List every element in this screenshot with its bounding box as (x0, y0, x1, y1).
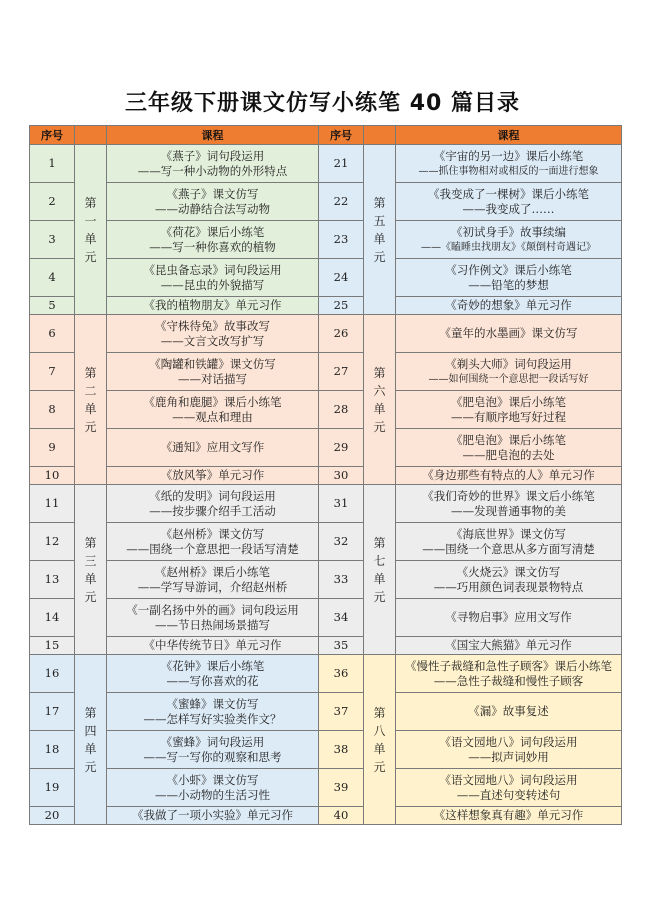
unit-label-left (75, 145, 107, 315)
unit-char: 元 (84, 589, 97, 604)
table-row (30, 391, 622, 429)
row-number-right: 34 (319, 599, 364, 637)
unit-char: 第 (373, 365, 386, 380)
lesson-title: 《通知》应用文写作 (160, 440, 265, 454)
lesson-cell-left (107, 655, 319, 693)
lesson-cell-right (396, 467, 622, 485)
row-number-left: 16 (30, 655, 75, 693)
unit-label-left (75, 485, 107, 655)
table-row (30, 297, 622, 315)
table-row (30, 655, 622, 693)
lesson-cell-right (396, 731, 622, 769)
row-number-left: 13 (30, 561, 75, 599)
lesson-cell-left (107, 297, 319, 315)
lesson-cell-left (107, 429, 319, 467)
unit-char: 三 (84, 553, 97, 568)
lesson-cell-right (396, 315, 622, 353)
unit-char: 第 (84, 705, 97, 720)
lesson-subtitle: ——写你喜欢的花 (166, 673, 259, 688)
row-number-right: 39 (319, 769, 364, 807)
lesson-cell-left (107, 467, 319, 485)
unit-char: 元 (373, 759, 386, 774)
unit-char: 单 (84, 571, 97, 586)
lesson-title: 《习作例文》课后小练笔 (445, 262, 572, 277)
row-number-left: 6 (30, 315, 75, 353)
table-row (30, 769, 622, 807)
unit-label-right (364, 485, 396, 655)
lesson-subtitle: ——巧用颜色词表现景物特点 (433, 579, 584, 594)
lesson-cell-right (396, 807, 622, 825)
catalog-table (29, 125, 622, 825)
lesson-title: 《燕子》词句段运用 (160, 148, 265, 163)
lesson-cell-right (396, 391, 622, 429)
row-number-left: 15 (30, 637, 75, 655)
unit-char: 第 (84, 195, 97, 210)
unit-char: 第 (84, 535, 97, 550)
lesson-subtitle: ——铅笔的梦想 (468, 277, 549, 292)
lesson-title: 《一副名扬中外的画》词句段运用 (126, 602, 299, 617)
lesson-subtitle: ——观点和理由 (172, 409, 253, 424)
table-body (30, 145, 622, 825)
row-number-right: 24 (319, 259, 364, 297)
header-row (30, 126, 622, 145)
lesson-subtitle: ——学写导游词，介绍赵州桥 (137, 579, 288, 594)
lesson-cell-left (107, 637, 319, 655)
table-row (30, 731, 622, 769)
table-row (30, 259, 622, 297)
lesson-title: 《蜜蜂》词句段运用 (160, 734, 265, 749)
lesson-subtitle: ——如何围绕一个意思把一段话写好 (428, 373, 589, 385)
unit-char: 元 (373, 589, 386, 604)
lesson-title: 《蜜蜂》课文仿写 (166, 696, 259, 711)
lesson-title: 《我的植物朋友》单元习作 (143, 298, 282, 312)
lesson-cell-left (107, 693, 319, 731)
lesson-cell-left (107, 259, 319, 297)
row-number-right: 35 (319, 637, 364, 655)
lesson-cell-left (107, 769, 319, 807)
lesson-cell-left (107, 353, 319, 391)
row-number-right: 36 (319, 655, 364, 693)
lesson-subtitle: ——围绕一个意思从多方面写清楚 (422, 541, 595, 556)
row-number-left: 4 (30, 259, 75, 297)
unit-char: 四 (84, 723, 97, 738)
lesson-cell-right (396, 183, 622, 221)
unit-label-right (364, 315, 396, 485)
lesson-title: 《语文园地八》词句段运用 (439, 734, 578, 749)
unit-char: 一 (84, 213, 97, 228)
header-unit-right (364, 126, 396, 145)
row-number-right: 22 (319, 183, 364, 221)
lesson-cell-right (396, 429, 622, 467)
lesson-subtitle: ——急性子裁缝和慢性子顾客 (433, 673, 584, 688)
unit-char: 单 (373, 401, 386, 416)
unit-char: 元 (84, 249, 97, 264)
row-number-left: 5 (30, 297, 75, 315)
row-number-left: 19 (30, 769, 75, 807)
lesson-title: 《语文园地八》词句段运用 (439, 772, 578, 787)
row-number-right: 28 (319, 391, 364, 429)
table-row (30, 485, 622, 523)
row-number-right: 37 (319, 693, 364, 731)
lesson-title: 《赵州桥》课后小练笔 (155, 564, 270, 579)
lesson-title: 《昆虫备忘录》词句段运用 (143, 262, 282, 277)
table-row (30, 561, 622, 599)
lesson-subtitle: ——肥皂泡的去处 (462, 447, 555, 462)
lesson-cell-right (396, 485, 622, 523)
lesson-cell-right (396, 655, 622, 693)
unit-char: 元 (373, 419, 386, 434)
row-number-left: 14 (30, 599, 75, 637)
row-number-right: 26 (319, 315, 364, 353)
unit-char: 六 (373, 383, 386, 398)
row-number-left: 1 (30, 145, 75, 183)
row-number-right: 25 (319, 297, 364, 315)
unit-char: 七 (373, 553, 386, 568)
table-row (30, 145, 622, 183)
row-number-left: 2 (30, 183, 75, 221)
table-row (30, 353, 622, 391)
lesson-subtitle: ——文言文改写扩写 (160, 333, 265, 348)
row-number-left: 12 (30, 523, 75, 561)
row-number-left: 9 (30, 429, 75, 467)
lesson-subtitle: ——节日热闹场景描写 (155, 617, 270, 632)
unit-char: 第 (84, 365, 97, 380)
table-row (30, 637, 622, 655)
lesson-cell-left (107, 221, 319, 259)
lesson-title: 《童年的水墨画》课文仿写 (439, 326, 578, 340)
lesson-subtitle: ——写一种你喜欢的植物 (149, 239, 276, 254)
lesson-title: 《国宝大熊猫》单元习作 (445, 638, 572, 652)
lesson-title: 《身边那些有特点的人》单元习作 (422, 468, 595, 482)
unit-char: 第 (373, 705, 386, 720)
lesson-title: 《鹿角和鹿腿》课后小练笔 (143, 394, 282, 409)
unit-char: 五 (373, 213, 386, 228)
header-lesson-right: 课程 (396, 126, 622, 145)
lesson-subtitle: ——《瞌睡虫找朋友》《颠倒村奇遇记》 (421, 241, 596, 253)
row-number-right: 27 (319, 353, 364, 391)
lesson-cell-left (107, 145, 319, 183)
unit-char: 单 (84, 741, 97, 756)
lesson-cell-right (396, 221, 622, 259)
lesson-title: 《海底世界》课文仿写 (451, 526, 566, 541)
unit-label-left (75, 655, 107, 825)
row-number-left: 17 (30, 693, 75, 731)
lesson-subtitle: ——写一写你的观察和思考 (143, 749, 282, 764)
lesson-title: 《纸的发明》词句段运用 (149, 488, 276, 503)
lesson-subtitle: ——小动物的生活习性 (155, 787, 270, 802)
lesson-subtitle: ——拟声词妙用 (468, 749, 549, 764)
unit-label-right (364, 655, 396, 825)
lesson-cell-right (396, 637, 622, 655)
row-number-right: 38 (319, 731, 364, 769)
lesson-subtitle: ——昆虫的外貌描写 (160, 277, 265, 292)
row-number-left: 11 (30, 485, 75, 523)
lesson-cell-right (396, 693, 622, 731)
row-number-right: 29 (319, 429, 364, 467)
lesson-title: 《我做了一项小实验》单元习作 (132, 808, 293, 822)
unit-char: 八 (373, 723, 386, 738)
unit-label-left (75, 315, 107, 485)
unit-char: 单 (373, 231, 386, 246)
lesson-cell-left (107, 315, 319, 353)
lesson-cell-left (107, 599, 319, 637)
lesson-subtitle: ——写一种小动物的外形特点 (137, 163, 288, 178)
unit-char: 单 (84, 401, 97, 416)
lesson-subtitle: ——动静结合法写动物 (155, 201, 270, 216)
unit-char: 第 (373, 195, 386, 210)
lesson-title: 《我们奇妙的世界》课文后小练笔 (422, 488, 595, 503)
lesson-cell-left (107, 391, 319, 429)
table-row (30, 807, 622, 825)
lesson-title: 《剃头大师》词句段运用 (445, 356, 572, 371)
lesson-subtitle: ——对话描写 (178, 371, 247, 386)
unit-char: 单 (373, 571, 386, 586)
lesson-subtitle: ——抓住事物相对或相反的一面进行想象 (418, 165, 599, 177)
lesson-title: 《守株待兔》故事改写 (155, 318, 270, 333)
unit-char: 元 (373, 249, 386, 264)
row-number-right: 31 (319, 485, 364, 523)
unit-char: 第 (373, 535, 386, 550)
row-number-right: 30 (319, 467, 364, 485)
lesson-title: 《陶罐和铁罐》课文仿写 (149, 356, 276, 371)
lesson-title: 《火烧云》课文仿写 (456, 564, 561, 579)
unit-char: 单 (373, 741, 386, 756)
lesson-cell-right (396, 599, 622, 637)
lesson-subtitle: ——有顺序地写好过程 (451, 409, 566, 424)
lesson-cell-right (396, 297, 622, 315)
table-row (30, 467, 622, 485)
lesson-cell-right (396, 561, 622, 599)
lesson-cell-right (396, 353, 622, 391)
table-row (30, 315, 622, 353)
unit-char: 二 (84, 383, 97, 398)
lesson-subtitle: ——按步骤介绍手工活动 (149, 503, 276, 518)
lesson-cell-left (107, 485, 319, 523)
table-row (30, 429, 622, 467)
lesson-title: 《寻物启事》应用文写作 (445, 610, 572, 624)
row-number-left: 10 (30, 467, 75, 485)
unit-label-right (364, 145, 396, 315)
row-number-left: 3 (30, 221, 75, 259)
row-number-right: 33 (319, 561, 364, 599)
lesson-cell-left (107, 807, 319, 825)
lesson-cell-left (107, 523, 319, 561)
table-row (30, 693, 622, 731)
row-number-right: 21 (319, 145, 364, 183)
table-row (30, 599, 622, 637)
unit-char: 元 (84, 419, 97, 434)
lesson-subtitle: ——怎样写好实验类作文？ (143, 711, 282, 726)
table-row (30, 523, 622, 561)
lesson-title: 《肥皂泡》课后小练笔 (451, 394, 566, 409)
lesson-cell-right (396, 259, 622, 297)
lesson-subtitle: ——围绕一个意思把一段话写清楚 (126, 541, 299, 556)
lesson-title: 《赵州桥》课文仿写 (160, 526, 265, 541)
header-no-right: 序号 (319, 126, 364, 145)
page-title: 三年级下册课文仿写小练笔 40 篇目录 (125, 91, 520, 116)
lesson-cell-right (396, 523, 622, 561)
lesson-cell-left (107, 731, 319, 769)
row-number-left: 8 (30, 391, 75, 429)
lesson-title: 《中华传统节日》单元习作 (143, 638, 282, 652)
lesson-title: 《漏》故事复述 (468, 704, 549, 718)
lesson-title: 《花钟》课后小练笔 (160, 658, 265, 673)
lesson-title: 《我变成了一棵树》课后小练笔 (428, 186, 589, 201)
lesson-subtitle: ——发现普通事物的美 (451, 503, 566, 518)
row-number-left: 18 (30, 731, 75, 769)
lesson-title: 《小虾》课文仿写 (166, 772, 259, 787)
lesson-title: 《燕子》课文仿写 (166, 186, 259, 201)
table-row (30, 183, 622, 221)
lesson-cell-right (396, 145, 622, 183)
row-number-right: 32 (319, 523, 364, 561)
lesson-cell-left (107, 561, 319, 599)
lesson-cell-left (107, 183, 319, 221)
header-no-left: 序号 (30, 126, 75, 145)
unit-char: 单 (84, 231, 97, 246)
header-lesson-left: 课程 (107, 126, 319, 145)
row-number-right: 23 (319, 221, 364, 259)
lesson-subtitle: ——我变成了…… (462, 201, 555, 216)
lesson-title: 《初试身手》故事续编 (451, 224, 566, 239)
lesson-title: 《荷花》课后小练笔 (160, 224, 265, 239)
lesson-title: 《奇妙的想象》单元习作 (445, 298, 572, 312)
lesson-cell-right (396, 769, 622, 807)
lesson-subtitle: ——直述句变转述句 (456, 787, 561, 802)
lesson-title: 《放风筝》单元习作 (160, 468, 265, 482)
lesson-title: 《肥皂泡》课后小练笔 (451, 432, 566, 447)
header-unit-left (75, 126, 107, 145)
row-number-left: 7 (30, 353, 75, 391)
row-number-left: 20 (30, 807, 75, 825)
row-number-right: 40 (319, 807, 364, 825)
table-row (30, 221, 622, 259)
lesson-title: 《慢性子裁缝和急性子顾客》课后小练笔 (405, 658, 612, 673)
lesson-title: 《宇宙的另一边》课后小练笔 (433, 148, 584, 163)
unit-char: 元 (84, 759, 97, 774)
lesson-title: 《这样想象真有趣》单元习作 (433, 808, 584, 822)
